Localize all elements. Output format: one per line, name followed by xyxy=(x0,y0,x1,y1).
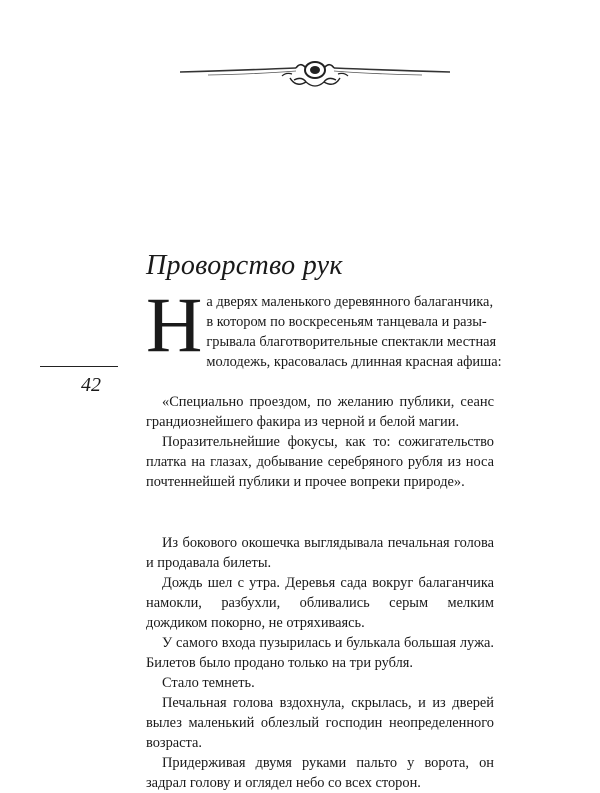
drop-cap: Н xyxy=(146,281,203,368)
paragraph: «Специально проездом, по желанию публики, сеанс грандиознейшего факира из черной и белой магии. xyxy=(146,394,494,430)
opening-line: грывала благотворительные спектакли местная xyxy=(206,334,497,350)
paragraph: У самого входа пузырилась и булькала большая лужа. Билетов было продано только на три рубля. xyxy=(146,635,494,671)
decorative-ornament xyxy=(178,58,452,92)
opening-line: а дверях маленького деревянного балаганчика, xyxy=(206,294,494,310)
paragraph: Стало темнеть. xyxy=(162,675,255,691)
paragraph: Из бокового окошечка выглядывала печальная голова и продавала билеты. xyxy=(146,535,494,571)
opening-line: молодежь, красовалась длинная красная афиша: xyxy=(206,354,502,370)
paragraph: Дождь шел с утра. Деревья сада вокруг балаганчика намокли, разбухли, обливались серым мелким дождиком покорно, не отряхиваясь. xyxy=(146,575,494,631)
opening-line: в котором по воскресеньям танцевала и разы- xyxy=(206,314,487,330)
opening-paragraph xyxy=(146,281,502,372)
paragraph: Придерживая двумя руками пальто у ворота, он задрал голову и оглядел небо со всех сторон. xyxy=(146,755,494,791)
page-number: 42 xyxy=(81,374,101,396)
paragraph: Печальная голова вздохнула, скрылась, и из дверей вылез маленький облезлый господин неопределенного возраста. xyxy=(146,695,494,751)
body-text xyxy=(146,281,502,793)
paragraph: Поразительнейшие фокусы, как то: сожигательство платка на глазах, добывание серебряного рубля из носа почтеннейшей публики и прочее вопреки природе». xyxy=(146,434,494,490)
chapter-title: Проворство рук xyxy=(146,250,343,281)
